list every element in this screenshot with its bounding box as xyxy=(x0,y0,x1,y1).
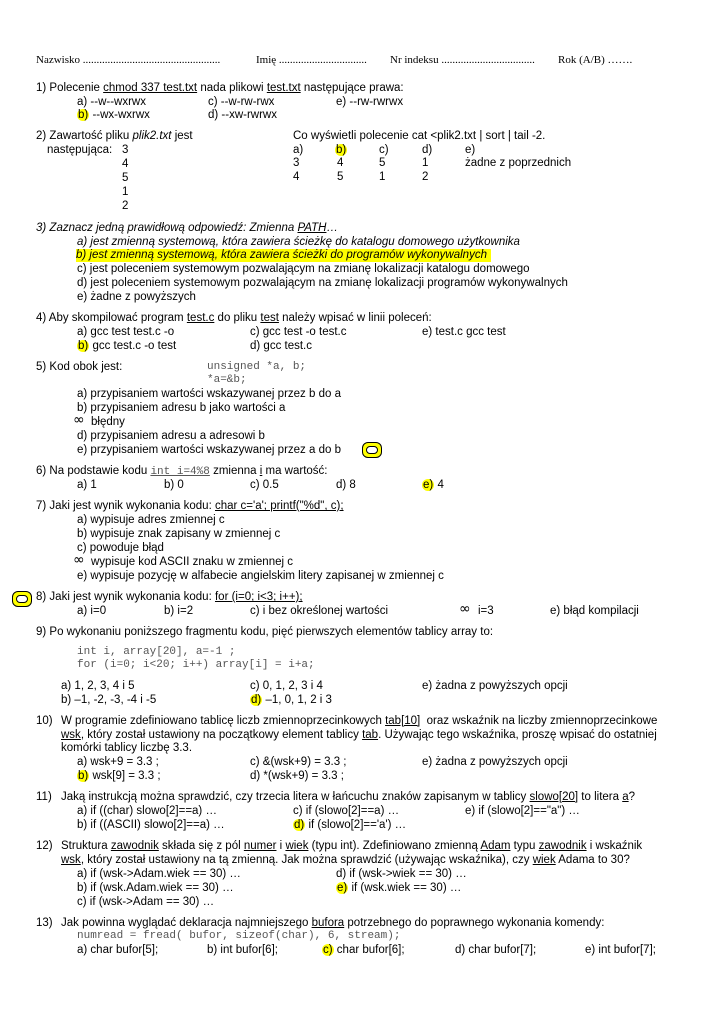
q2-file-line: 2 xyxy=(122,200,129,212)
q2-cell: 5 xyxy=(337,171,344,183)
scribble-mark: ∞ xyxy=(73,412,85,428)
first-name-field: Imię ................................ xyxy=(256,54,367,66)
q12-option-a: a) if (wsk->Adam.wiek == 30) … xyxy=(77,868,241,880)
q9-option-b: b) –1, -2, -3, -4 i -5 xyxy=(61,694,157,706)
q12-option-b: b) if (wsk.Adam.wiek == 30) … xyxy=(77,882,234,894)
q10-line-2: wsk, który został ustawiony na początkowy element tablicy tab. Używając tego wskaźnika, proszę wpisać do ostatniej xyxy=(61,729,657,741)
q5-question: 5) Kod obok jest: xyxy=(36,361,123,373)
q11-option-e: e) if (slowo[2]=="a") … xyxy=(465,805,580,817)
q9-option-d: d) –1, 0, 1, 2 i 3 xyxy=(251,694,332,706)
q2-file-line: 4 xyxy=(122,158,129,170)
q10-line-1: W programie zdefiniowano tablicę liczb zmiennoprzecinkowych tab[10] oraz wskaźnik na liczby zmiennoprzecinkowe xyxy=(61,715,658,727)
q2-cell: 5 xyxy=(379,157,386,169)
q2-head-e: e) xyxy=(465,144,476,156)
q8-option-c: c) i bez określonej wartości xyxy=(250,605,389,617)
q10-option-c: c) &(wsk+9) = 3.3 ; xyxy=(250,756,347,768)
q2-cell: 4 xyxy=(337,157,344,169)
q10-option-a: a) wsk+9 = 3.3 ; xyxy=(77,756,159,768)
q2-cell-e: żadne z poprzednich xyxy=(465,157,572,169)
q2-label: następująca: xyxy=(47,144,113,156)
q5-code-line: unsigned *a, b; xyxy=(207,361,307,373)
q4-option-a: a) gcc test test.c -o xyxy=(77,326,175,338)
q11-option-c: c) if (slowo[2]==a) … xyxy=(293,805,400,817)
q13-option-d: d) char bufor[7]; xyxy=(455,944,537,956)
scribble-mark: ∞ xyxy=(459,601,471,617)
year-field: Rok (A/B) ……. xyxy=(558,54,633,66)
comment-icon[interactable] xyxy=(12,591,32,607)
comment-icon[interactable] xyxy=(362,442,382,458)
q4-option-d: d) gcc test.c xyxy=(250,340,312,352)
q12-option-c: c) if (wsk->Adam == 30) … xyxy=(77,896,215,908)
q11-option-a: a) if ((char) slowo[2]==a) … xyxy=(77,805,217,817)
q13-option-a: a) char bufor[5]; xyxy=(77,944,159,956)
q9-option-c: c) 0, 1, 2, 3 i 4 xyxy=(250,680,323,692)
q3-option-b: b) jest zmienną systemową, która zawiera ścieżki do programów wykonywalnych xyxy=(76,249,491,262)
q3-option-d: d) jest poleceniem systemowym pozwalającym na zmianę lokalizacji programów wykonywalnych xyxy=(77,277,568,289)
q7-option-a: a) wypisuje adres zmiennej c xyxy=(77,514,225,526)
q4-option-c: c) gcc test -o test.c xyxy=(250,326,347,338)
q1-option-d: d) --xw-rwrwx xyxy=(208,109,277,121)
q1-question: 1) Polecenie chmod 337 test.txt nada plikowi test.txt następujące prawa: xyxy=(36,82,404,94)
q6-option-c: c) 0.5 xyxy=(250,479,279,491)
q2-file-line: 3 xyxy=(122,144,129,156)
q1-option-e: e) --rw-rwrwx xyxy=(336,96,404,108)
q12-line-1: Struktura zawodnik składa się z pól numer i wiek (typu int). Zdefiniowano zmienną Adam typu zawodnik i wskaźnik xyxy=(61,840,643,852)
q1-option-a: a) --w--wxrwx xyxy=(77,96,146,108)
q2-file-line: 5 xyxy=(122,172,129,184)
q7-option-e: e) wypisuje pozycję w alfabecie angielskim litery zapisanej w zmiennej c xyxy=(77,570,444,582)
q4-question: 4) Aby skompilować program test.c do pliku test należy wpisać w linii poleceń: xyxy=(36,312,432,324)
q5-option-a: a) przypisaniem wartości wskazywanej przez b do a xyxy=(77,388,341,400)
scribble-mark: ∞ xyxy=(73,552,85,568)
q2-head-b: b) xyxy=(336,144,347,156)
q9-code-line: for (i=0; i<20; i++) array[i] = i+a; xyxy=(77,659,315,671)
q13-number: 13) xyxy=(36,917,53,929)
q2-cell: 2 xyxy=(422,171,429,183)
q10-option-e: e) żadna z powyższych opcji xyxy=(422,756,568,768)
q7-option-b: b) wypisuje znak zapisany w zmiennej c xyxy=(77,528,281,540)
q8-option-a: a) i=0 xyxy=(77,605,107,617)
q11-option-d: d) if (slowo[2]=='a') … xyxy=(294,819,407,831)
q5-option-d: d) przypisaniem adresu a adresowi b xyxy=(77,430,265,442)
q7-question: 7) Jaki jest wynik wykonania kodu: char c='a'; printf("%d", c); xyxy=(36,500,344,512)
q2-head-d: d) xyxy=(422,144,433,156)
q10-option-d: d) *(wsk+9) = 3.3 ; xyxy=(250,770,344,782)
q12-line-2: wsk, który został ustawiony na tą zmienną. Jak można sprawdzić (używając wskaźnika), czy wiek Adama to 30? xyxy=(61,854,630,866)
q3-option-c: c) jest poleceniem systemowym pozwalającym na zmianę lokalizacji katalogu domowego xyxy=(77,263,530,275)
q9-question: 9) Po wykonaniu poniższego fragmentu kodu, pięć pierwszych elementów tablicy array to: xyxy=(36,626,494,638)
q8-option-b: b) i=2 xyxy=(164,605,194,617)
q10-line-3: komórki tablicy liczbę 3.3. xyxy=(61,742,193,754)
q3-option-a: a) jest zmienną systemową, która zawiera ścieżkę do katalogu domowego użytkownika xyxy=(77,236,520,248)
q2-cell: 1 xyxy=(422,157,429,169)
q5-option-b: b) przypisaniem adresu b jako wartości a xyxy=(77,402,286,414)
q6-question: 6) Na podstawie kodu int i=4%8 zmienna i ma wartość: xyxy=(36,465,328,478)
q8-question: 8) Jaki jest wynik wykonania kodu: for (i=0; i<3; i++); xyxy=(36,591,303,603)
q7-option-c: c) powoduje błąd xyxy=(77,542,164,554)
q3-option-e: e) żadne z powyższych xyxy=(77,291,196,303)
q9-option-a: a) 1, 2, 3, 4 i 5 xyxy=(61,680,135,692)
surname-field: Nazwisko .................................................. xyxy=(36,54,221,66)
q3-question: 3) Zaznacz jedną prawidłową odpowiedź: Zmienna PATH… xyxy=(36,222,338,234)
q13-option-e: e) int bufor[7]; xyxy=(585,944,656,956)
q2-head-a: a) xyxy=(293,144,304,156)
q4-option-b: b) gcc test.c -o test xyxy=(78,340,177,352)
q13-option-b: b) int bufor[6]; xyxy=(207,944,278,956)
q5-option-c: błędny xyxy=(91,416,125,428)
q12-number: 12) xyxy=(36,840,53,852)
q5-option-e: e) przypisaniem wartości wskazywanej przez a do b xyxy=(77,444,341,456)
q9-code-line: int i, array[20], a=-1 ; xyxy=(77,646,236,658)
q2-cell: 4 xyxy=(293,171,300,183)
q9-option-e: e) żadna z powyższych opcji xyxy=(422,680,568,692)
q12-option-e: e) if (wsk.wiek == 30) … xyxy=(337,882,462,894)
q2-cell: 1 xyxy=(379,171,386,183)
q1-option-c: c) --w-rw-rwx xyxy=(208,96,275,108)
q6-option-b: b) 0 xyxy=(164,479,184,491)
q11-number: 11) xyxy=(36,791,52,803)
q13-option-c: c) char bufor[6]; xyxy=(323,944,405,956)
q6-option-e: e) 4 xyxy=(423,479,444,491)
q12-option-d: d) if (wsk->wiek == 30) … xyxy=(336,868,467,880)
q10-number: 10) xyxy=(36,715,53,727)
q2-cell: 3 xyxy=(293,157,300,169)
q2-head-c: c) xyxy=(379,144,389,156)
q8-option-d: i=3 xyxy=(478,605,494,617)
q7-option-d: wypisuje kod ASCII znaku w zmiennej c xyxy=(91,556,293,568)
q10-option-b: b) wsk[9] = 3.3 ; xyxy=(78,770,161,782)
q5-code-line: *a=&b; xyxy=(207,374,247,386)
q13-code: numread = fread( bufor, sizeof(char), 6, stream); xyxy=(77,930,401,942)
q13-question: Jak powinna wyglądać deklaracja najmniejszego bufora potrzebnego do poprawnego wykonania komendy: xyxy=(61,917,605,929)
q2-question: 2) Zawartość pliku plik2.txt jest xyxy=(36,130,193,142)
q11-option-b: b) if ((ASCII) slowo[2]==a) … xyxy=(77,819,225,831)
q6-option-a: a) 1 xyxy=(77,479,97,491)
q4-option-e: e) test.c gcc test xyxy=(422,326,506,338)
index-number-field: Nr indeksu .................................. xyxy=(390,54,535,66)
q2-command: Co wyświetli polecenie cat <plik2.txt | sort | tail -2. xyxy=(293,130,546,142)
q8-option-e: e) błąd kompilacji xyxy=(550,605,639,617)
q6-option-d: d) 8 xyxy=(336,479,356,491)
q2-file-line: 1 xyxy=(122,186,129,198)
q11-question: Jaką instrukcją można sprawdzić, czy trzecia litera w łańcuchu znaków zapisanym w tablicy slowo[20] to litera a? xyxy=(61,791,636,803)
q1-option-b: b) --wx-wxrwx xyxy=(78,109,150,121)
